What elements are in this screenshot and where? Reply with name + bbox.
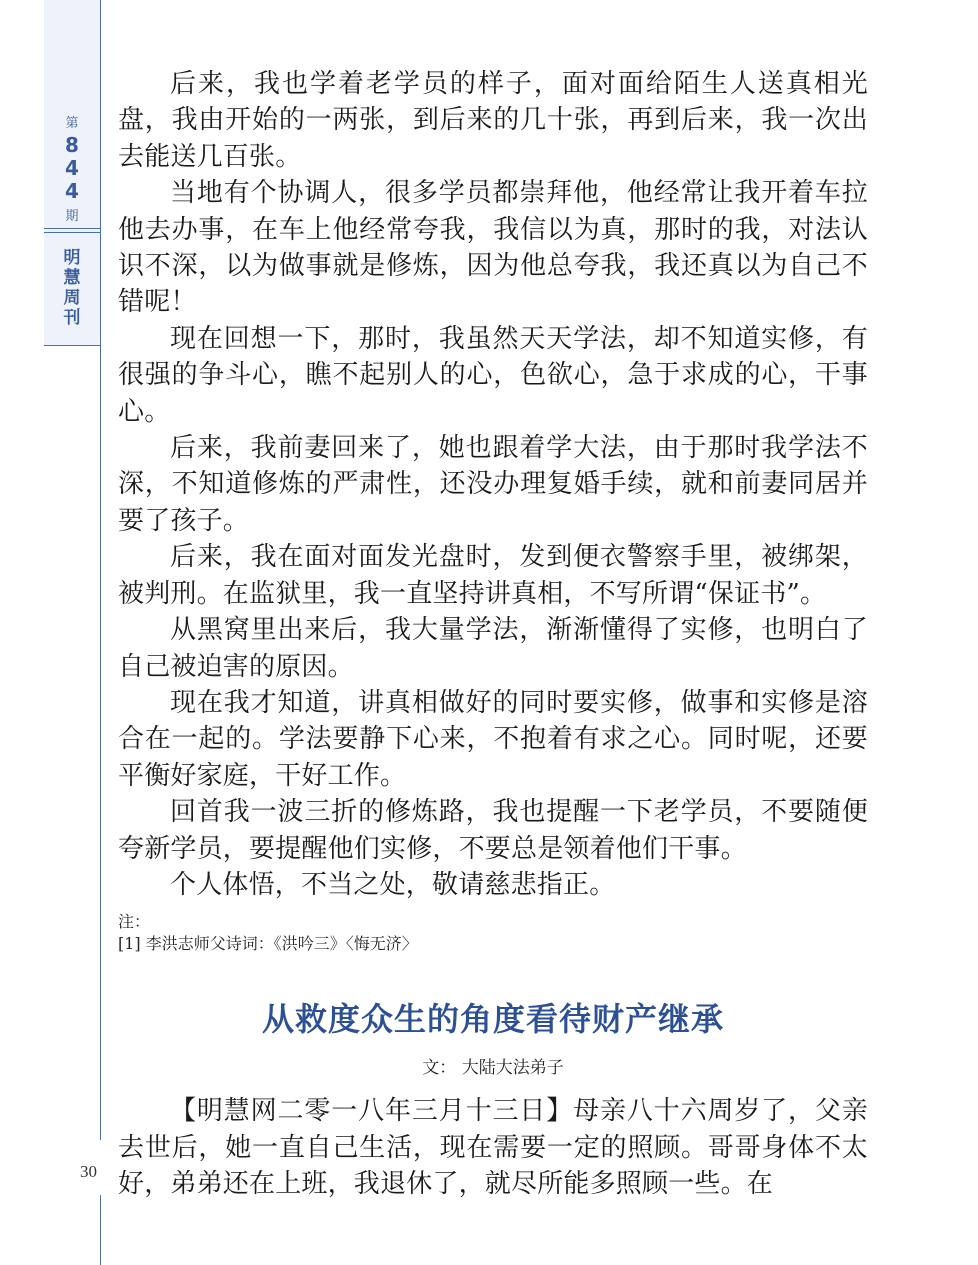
sidebar (0, 0, 102, 1265)
body-paragraph: 现在我才知道，讲真相做好的同时要实修，做事和实修是溶合在一起的。学法要静下心来，不抱着有求之心。同时呢，还要平衡好家庭，干好工作。 (118, 687, 868, 791)
magazine-title-char: 明 (63, 248, 81, 268)
body-paragraph: 后来，我前妻回来了，她也跟着学大法，由于那时我学法不深，不知道修炼的严肃性，还没办理复婚手续，就和前妻同居并要了孩子。 (118, 433, 868, 536)
magazine-title-char: 刊 (63, 308, 81, 328)
issue-label: 第 (65, 116, 79, 131)
magazine-title-char: 周 (63, 288, 81, 308)
body-paragraph: 后来，我也学着老学员的样子，面对面给陌生人送真相光盘，我由开始的一两张，到后来的几十张，再到后来，我一次出去能送几百张。 (118, 69, 868, 172)
footnote (118, 911, 868, 955)
body-paragraph: 后来，我在面对面发光盘时，发到便衣警察手里，被绑架，被判刑。在监狱里，我一直坚持讲真相，不写所谓“保证书”。 (118, 542, 868, 609)
sidebar-rule-top (44, 228, 101, 229)
body-paragraph: 回首我一波三折的修炼路，我也提醒一下老学员，不要随便夸新学员，要提醒他们实修，不要总是领着他们干事。 (118, 797, 868, 864)
body-paragraph: 从黑窝里出来后，我大量学法，渐渐懂得了实修，也明白了自己被迫害的原因。 (118, 615, 868, 682)
issue-number (44, 134, 100, 203)
sidebar-line-gap (100, 1140, 101, 1195)
magazine-title-char: 慧 (63, 268, 81, 288)
main-content (118, 66, 868, 1203)
body-paragraph: 当地有个协调人，很多学员都崇拜他，他经常让我开着车拉他去办事，在车上他经常夸我，我信以为真，那时的我，对法认识不深，以为做事就是修炼，因为他总夸我，我还真以为自己不错呢！ (118, 178, 868, 318)
issue-digit: 8 (65, 133, 79, 157)
body-paragraph: 个人体悟，不当之处，敬请慈悲指正。 (170, 869, 616, 900)
article-byline: 文： 大陆大法弟子 (422, 1058, 564, 1079)
issue-digit: 4 (65, 156, 79, 180)
issue-suffix: 期 (65, 209, 79, 224)
sidebar-rule-bottom (44, 345, 101, 346)
article-first-paragraph: 【明慧网二零一八年三月十三日】母亲八十六周岁了，父亲去世后，她一直自己生活，现在需要一定的照顾。哥哥身体不太好，弟弟还在上班，我退休了，就尽所能多照顾一些。在 (118, 1096, 868, 1200)
footnote-item: [1] 李洪志师父诗词：《洪吟三》〈悔无济〉 (118, 934, 418, 954)
sidebar-divider-line (100, 0, 101, 1265)
article-title: 从救度众生的角度看待财产继承 (261, 1000, 724, 1039)
page-number: 30 (80, 1162, 97, 1181)
issue-digit: 4 (65, 179, 79, 203)
magazine-title (44, 248, 100, 328)
sidebar-rule-top-double (44, 232, 101, 233)
footnote-label: 注： (118, 912, 151, 932)
body-paragraph: 现在回想一下，那时，我虽然天天学法，却不知道实修，有很强的争斗心，瞧不起别人的心，色欲心，急于求成的心，干事心。 (118, 323, 868, 427)
